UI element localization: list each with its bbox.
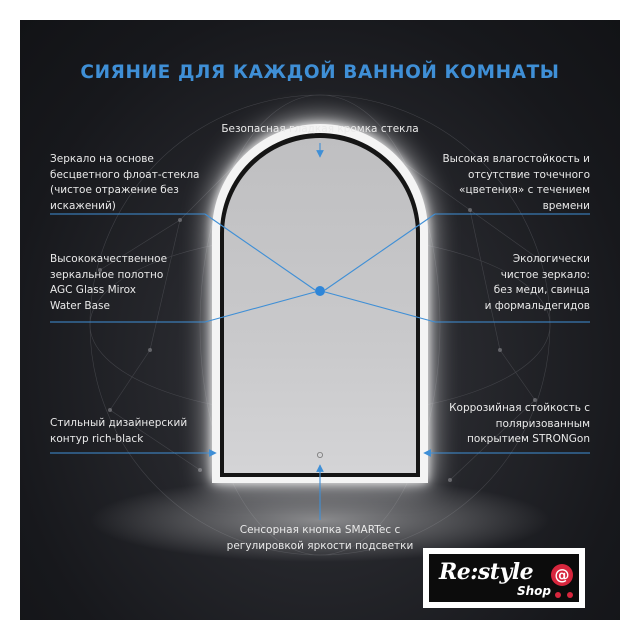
- center-point-marker: [315, 286, 325, 296]
- callout-top: Безопасная гладкая кромка стекла: [221, 123, 419, 135]
- mirror-glass: [224, 138, 416, 473]
- logo-sub-text: Shop: [517, 584, 552, 598]
- headline: СИЯНИЕ ДЛЯ КАЖДОЙ ВАННОЙ КОМНАТЫ: [80, 62, 560, 83]
- callout-left-1: Зеркало на основе бесцветного флоат-стекла (чистое отражение без искажений): [50, 153, 200, 212]
- logo-badge: [429, 554, 579, 602]
- callout-left-2: Высококачественное зеркальное полотно AGC Glass Mirox Water Base: [50, 253, 168, 312]
- cart-wheel-icon: [555, 592, 561, 598]
- logo-at-icon: @: [551, 564, 573, 586]
- restyle-shop-logo: [423, 548, 585, 608]
- callout-right-1: Высокая влагостойкость и отсутствие точечного «цветения» с течением времени: [442, 153, 590, 212]
- callout-bottom: Сенсорная кнопка SMARTec с регулировкой яркости подсветки: [226, 524, 414, 552]
- cart-wheel-icon: [567, 592, 573, 598]
- infographic-panel: [20, 20, 620, 620]
- callout-right-3: Коррозийная стойкость с поляризованным покрытием STRONGon: [449, 402, 590, 445]
- callout-right-2: Экологически чистое зеркало: без меди, свинца и формальдегидов: [484, 253, 590, 312]
- callout-left-3: Стильный дизайнерский контур rich-black: [50, 417, 188, 445]
- logo-brand-text: Re:style: [439, 559, 534, 585]
